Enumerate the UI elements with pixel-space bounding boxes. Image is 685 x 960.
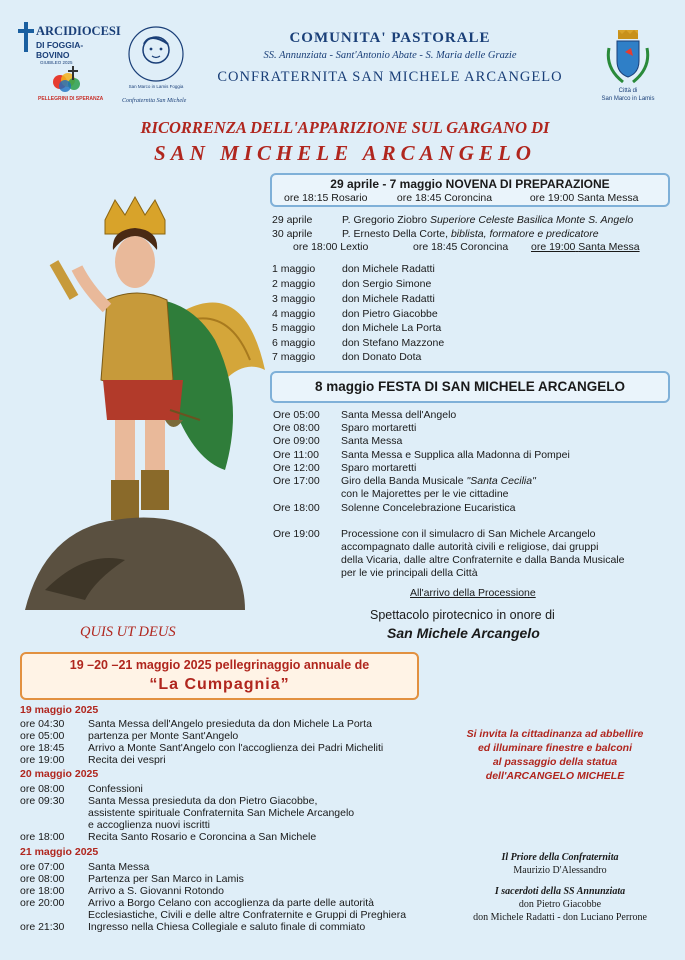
prior-title: Il Priore della Confraternita xyxy=(501,852,619,863)
festa-heading: 8 maggio FESTA DI SAN MICHELE ARCANGELO xyxy=(314,379,625,394)
list-item: 6 maggio don Stefano Mazzone xyxy=(272,337,445,349)
list-item: assistente spirituale Confraternita San Michele Arcangelo xyxy=(88,807,355,819)
list-item: 5 maggio don Michele La Porta xyxy=(272,322,442,334)
prior-name: Maurizio D'Alessandro xyxy=(513,865,607,876)
list-item: ore 19:00 Recita dei vespri xyxy=(20,754,166,766)
list-item: ore 18:00 Arrivo a S. Giovanni Rotondo xyxy=(20,885,224,897)
invite-text: Si invita la cittadinanza ad abbellire ed illuminare finestre e balconi al passaggio della statua dell'ARCANGELO MICHELE xyxy=(466,728,644,782)
main-title-line1: RICORRENZA DELL'APPARIZIONE SUL GARGANO DI xyxy=(140,118,550,137)
priest-1: don Pietro Giacobbe xyxy=(518,899,602,910)
novena-times: ore 18:15 Rosario ore 18:45 Coroncina ore 19:00 Santa Messa xyxy=(284,192,639,204)
times-30: ore 18:00 Lextio ore 18:45 Coroncina ore 19:00 Santa Messa xyxy=(293,241,640,253)
list-item: ore 08:00 Confessioni xyxy=(20,783,143,795)
list-item: 7 maggio don Donato Dota xyxy=(272,351,422,363)
motto: QUIS UT DEUS xyxy=(80,624,176,640)
signatures xyxy=(450,851,670,924)
festa-box xyxy=(270,371,670,403)
pilgrimage-heading1: 19 –20 –21 maggio 2025 pellegrinaggio annuale de xyxy=(69,658,370,672)
list-item: ore 18:00 Recita Santo Rosario e Coroncina a San Michele xyxy=(20,831,317,843)
pilgrimage-heading2: “La Cumpagnia” xyxy=(149,676,290,693)
list-item: Ore 11:00 Santa Messa e Supplica alla Madonna di Pompei xyxy=(273,449,570,461)
priests-title: I sacerdoti della SS Annunziata xyxy=(494,886,626,897)
list-item: ore 18:45 Arrivo a Monte Sant'Angelo con l'accoglienza dei Padri Micheliti xyxy=(20,742,384,754)
list-item: Ecclesiastiche, Civili e delle altre Confraternite e Gruppi di Preghiera xyxy=(88,909,407,921)
novena-box xyxy=(270,173,670,207)
day-heading: 19 maggio 2025 xyxy=(20,704,99,716)
city-crest: Città di San Marco in Lamis xyxy=(598,30,658,106)
priest-2: don Michele Radatti - don Luciano Perrone xyxy=(473,912,647,923)
confraternity-seal: San Marco in Lamis Foggia Confraternita San Michele xyxy=(122,18,192,113)
list-item: ore 21:30 Ingresso nella Chiesa Collegiale e saluto finale di commiato xyxy=(20,921,366,933)
list-item: 2 maggio don Sergio Simone xyxy=(272,278,432,290)
list-item: accompagnato dalle autorità civili e religiose, dai gruppi xyxy=(341,541,599,553)
main-title-line2: SAN MICHELE ARCANGELO xyxy=(154,141,536,165)
list-item: per le vie principali della Città xyxy=(341,567,478,579)
diocese-logo xyxy=(18,20,121,60)
list-item: ore 09:30 Santa Messa presieduta da don Pietro Giacobbe, xyxy=(20,795,318,807)
list-item: Ore 09:00 Santa Messa xyxy=(273,435,403,447)
pilgrimage-box xyxy=(20,652,419,700)
list-item: Ore 08:00 Sparo mortaretti xyxy=(273,422,417,434)
list-item: con le Majorettes per le vie cittadine xyxy=(341,488,509,500)
archangel-seal-icon xyxy=(126,24,186,84)
list-item: Ore 05:00 Santa Messa dell'Angelo xyxy=(273,409,457,421)
preacher-30: 30 aprile P. Ernesto Della Corte, biblista, formatore e predicatore xyxy=(272,228,599,240)
diocese-name: ARCIDIOCESI xyxy=(36,24,121,38)
city-coat-of-arms-icon xyxy=(605,30,651,86)
list-item: Ore 19:00 Processione con il simulacro di San Michele Arcangelo xyxy=(273,528,596,540)
day-heading: 21 maggio 2025 xyxy=(20,846,99,858)
jubilee-logo: GIUBILEO 2025 PELLEGRINI DI SPERANZA xyxy=(38,60,104,102)
parishes-line: SS. Annunziata - Sant'Antonio Abate - S. Maria delle Grazie xyxy=(263,50,517,61)
list-item: ore 20:00 Arrivo a Borgo Celano con accoglienza da parte delle autorità xyxy=(20,897,375,909)
list-item: ore 07:00 Santa Messa xyxy=(20,861,150,873)
fireworks-line: Spettacolo pirotecnico in onore di xyxy=(370,608,555,622)
cross-icon xyxy=(18,22,34,52)
list-item: 3 maggio don Michele Radatti xyxy=(272,293,435,305)
confraternity-title: CONFRATERNITA SAN MICHELE ARCANGELO xyxy=(217,69,563,85)
jubilee-emblem-icon xyxy=(48,66,84,94)
list-item: Ore 18:00 Solenne Concelebrazione Eucaristica xyxy=(273,502,516,514)
list-item: Ore 12:00 Sparo mortaretti xyxy=(273,462,417,474)
novena-heading: 29 aprile - 7 maggio NOVENA DI PREPARAZIONE xyxy=(330,177,610,191)
list-item: 1 maggio don Michele Radatti xyxy=(272,263,435,275)
list-item: Ore 17:00 Giro della Banda Musicale "Santa Cecilia" xyxy=(273,475,536,487)
list-item: ore 05:00 partenza per Monte Sant'Angelo xyxy=(20,730,239,742)
procession-arrival: All'arrivo della Processione xyxy=(410,587,536,599)
list-item: ore 04:30 Santa Messa dell'Angelo presieduta da don Michele La Porta xyxy=(20,718,372,730)
archangel-statue-image xyxy=(15,190,275,620)
diocese-sub: DI FOGGIA-BOVINO xyxy=(36,40,84,60)
list-item: 4 maggio don Pietro Giacobbe xyxy=(272,308,438,320)
preacher-29: 29 aprile P. Gregorio Ziobro Superiore Celeste Basilica Monte S. Angelo xyxy=(272,214,634,226)
list-item: della Vicaria, dalle altre Confraternite e dalla Banda Musicale xyxy=(341,554,625,566)
fireworks-name: San Michele Arcangelo xyxy=(387,625,540,641)
list-item: e accoglienza nuovi iscritti xyxy=(88,819,210,831)
community-title: COMUNITA' PASTORALE xyxy=(289,30,491,46)
list-item: ore 08:00 Partenza per San Marco in Lamis xyxy=(20,873,244,885)
day-heading: 20 maggio 2025 xyxy=(20,768,99,780)
